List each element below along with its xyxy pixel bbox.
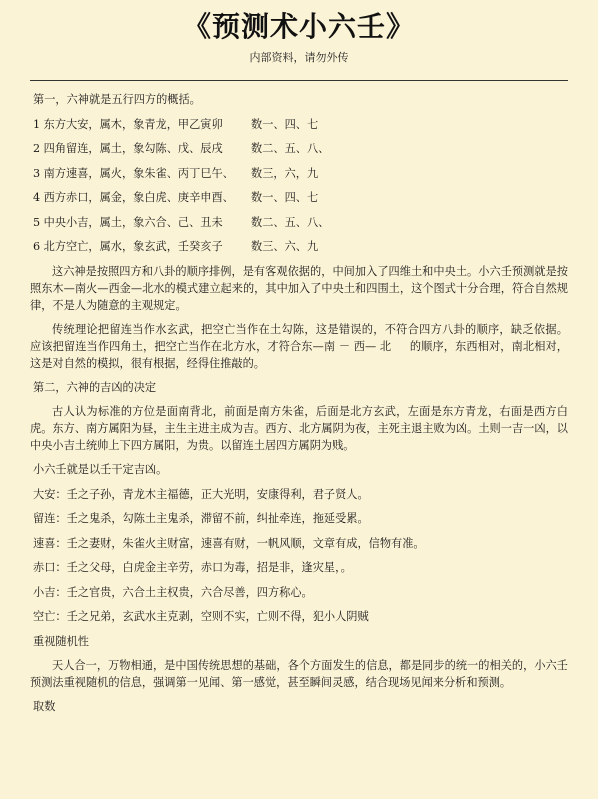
- judgment-line: 速喜：壬之妻财，朱雀火主财富，速喜有财，一帆风顺，文章有成，信物有准。: [33, 536, 425, 550]
- six-gods-desc: 5 中央小吉，属土，象六合、己、丑未: [33, 215, 223, 229]
- document-body: [30, 91, 568, 715]
- six-gods-desc: 2 四角留连，属土，象勾陈、戊、辰戌: [33, 142, 223, 155]
- six-gods-nums: 数二、五、八、: [251, 215, 330, 229]
- section-heading-2: 第二，六神的吉凶的决定: [33, 380, 157, 394]
- section-heading-4: 取数: [33, 700, 56, 713]
- six-gods-desc: 1 东方大安，属木，象青龙，甲乙寅卯: [33, 117, 223, 131]
- document-title: 《预测术小六壬》: [182, 10, 415, 43]
- paragraph: 传统理论把留连当作水玄武，把空亡当作在土勾陈，这是错误的，不符合四方八卦的顺序，缺乏依据。 应该把留连当作四角土，把空亡当作在北方水，才符合东—南 － 西— 北 的顺序，东西相对，南北相对，这是对自然的模拟，很有根据，经得住推敲的。: [30, 322, 568, 370]
- six-gods-item: [30, 214, 568, 231]
- rule-line: 小六壬就是以壬干定吉凶。: [33, 463, 168, 476]
- six-gods-item: [30, 140, 568, 157]
- six-gods-item: [30, 238, 568, 255]
- six-gods-nums: 数一、四、七: [251, 191, 319, 204]
- section-heading-3: 重视随机性: [33, 634, 89, 648]
- judgment-line: 小吉：壬之官贵，六合土主权贵，六合尽善，四方称心。: [33, 585, 313, 599]
- six-gods-item: [30, 116, 568, 133]
- six-gods-nums: 数三，六，九: [251, 166, 319, 180]
- section-heading-1: 第一，六神就是五行四方的概括。: [33, 93, 201, 106]
- six-gods-nums: 数三、六、九: [251, 240, 319, 253]
- judgment-line: 赤口：壬之父母，白虎金主辛劳，赤口为毒，招是非，逢灾星，。: [33, 561, 352, 574]
- six-gods-desc: 4 西方赤口，属金，象白虎、庚辛申酉、: [33, 191, 234, 204]
- paragraph: 天人合一，万物相通，是中国传统思想的基础，各个方面发生的信息，都是同步的统一的相关的，小六壬预测法重视随机的信息，强调第一见闻、第一感觉，甚至瞬间灵感，结合现场见闻来分析和预测。: [30, 659, 568, 689]
- header-divider: [30, 80, 568, 81]
- six-gods-desc: 6 北方空亡，属水，象玄武，壬癸亥子: [33, 240, 223, 253]
- judgment-line: 大安：壬之子孙，青龙木主福德，正大光明，安康得利，君子贤人。: [33, 487, 369, 501]
- judgment-line: 留连：壬之鬼杀，勾陈土主鬼杀，滞留不前，纠扯牵连，拖延受累。: [33, 512, 369, 525]
- document-subtitle: 内部资料，请勿外传: [249, 51, 349, 64]
- paragraph: 古人认为标准的方位是面南背北，前面是南方朱雀，后面是北方玄武，左面是东方青龙，右面是西方白虎。东方、南方属阳为昼，主生主进主成为吉。西方、北方属阴为夜，主死主退主败为凶。土则一吉一凶，以中央小吉土统帅上下四方属阳，为贵。以留连土居四方属阴为贱。: [30, 405, 568, 452]
- six-gods-desc: 3 南方速喜，属火，象朱雀、丙丁巳午、: [33, 166, 234, 180]
- six-gods-item: [30, 165, 568, 182]
- six-gods-nums: 数一、四、七: [251, 117, 319, 131]
- judgment-line: 空亡：壬之兄弟，玄武水主克剥，空则不实，亡则不得，犯小人阴贼: [33, 610, 369, 623]
- six-gods-nums: 数二、五、八、: [251, 142, 330, 155]
- six-gods-item: [30, 189, 568, 206]
- paragraph: 这六神是按照四方和八卦的顺序排例，是有客观依据的，中间加入了四维土和中央土。小六壬预测就是按照东木—南火—西金—北水的模式建立起来的，其中加入了中央土和四围土，这个图式十分合理，符合自然规律，不是人为随意的主观规定。: [30, 264, 568, 312]
